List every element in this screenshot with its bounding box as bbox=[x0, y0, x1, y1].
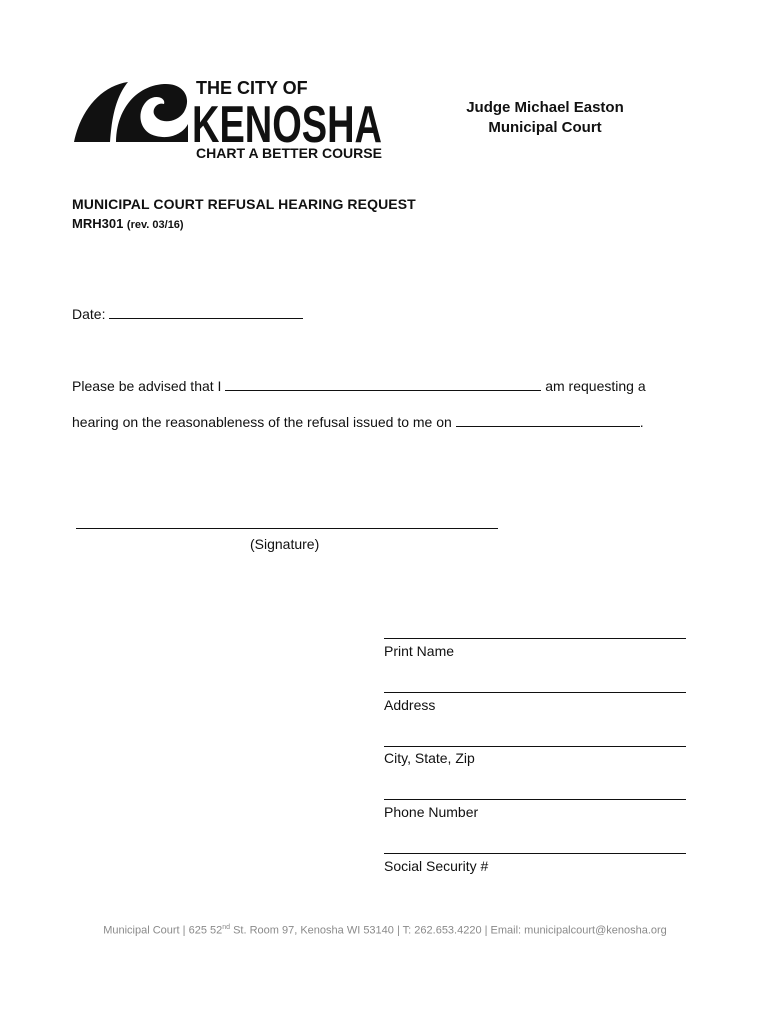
form-revision: (rev. 03/16) bbox=[126, 219, 184, 231]
phone-field[interactable] bbox=[384, 799, 686, 800]
city-state-zip-label: City, State, Zip bbox=[384, 750, 475, 766]
body-line1-prefix: Please be advised that I bbox=[72, 378, 222, 394]
ssn-label: Social Security # bbox=[384, 858, 489, 874]
court-header bbox=[430, 98, 660, 138]
form-title: MUNICIPAL COURT REFUSAL HEARING REQUEST bbox=[72, 196, 416, 212]
body-line2-prefix: hearing on the reasonableness of the refusal issued to me on bbox=[72, 414, 452, 430]
body-line2-suffix: . bbox=[639, 414, 644, 430]
date-field[interactable] bbox=[109, 304, 303, 319]
phone-label: Phone Number bbox=[384, 804, 479, 820]
print-name-label: Print Name bbox=[384, 643, 455, 659]
date-row bbox=[72, 304, 303, 322]
signature-field[interactable] bbox=[76, 528, 498, 529]
wave-emblem-icon bbox=[72, 72, 392, 164]
city-logo bbox=[72, 72, 392, 164]
address-label: Address bbox=[384, 697, 436, 713]
logo-line2: KENOSHA bbox=[192, 96, 382, 154]
court-name: Municipal Court bbox=[488, 119, 602, 136]
footer-suffix: St. Room 97, Kenosha WI 53140 | T: 262.653.4220 | Email: municipalcourt@kenosha.org bbox=[230, 924, 667, 937]
footer-sup: nd bbox=[222, 924, 231, 931]
date-label: Date: bbox=[72, 306, 106, 322]
form-code-line bbox=[72, 216, 184, 231]
footer-prefix: Municipal Court | 625 52 bbox=[103, 924, 223, 937]
logo-line3: CHART A BETTER COURSE bbox=[196, 145, 382, 161]
form-code: MRH301 bbox=[72, 216, 124, 231]
ssn-field[interactable] bbox=[384, 853, 686, 854]
body-line2 bbox=[72, 412, 644, 430]
footer bbox=[0, 924, 770, 937]
logo-line1: THE CITY OF bbox=[196, 78, 308, 98]
name-blank-field[interactable] bbox=[225, 376, 541, 391]
print-name-field[interactable] bbox=[384, 638, 686, 639]
body-line1-suffix: am requesting a bbox=[545, 378, 646, 394]
address-field[interactable] bbox=[384, 692, 686, 693]
judge-name: Judge Michael Easton bbox=[466, 99, 624, 116]
city-state-zip-field[interactable] bbox=[384, 746, 686, 747]
body-line1 bbox=[72, 376, 646, 394]
signature-label: (Signature) bbox=[250, 536, 320, 552]
refusal-date-field[interactable] bbox=[456, 412, 640, 427]
